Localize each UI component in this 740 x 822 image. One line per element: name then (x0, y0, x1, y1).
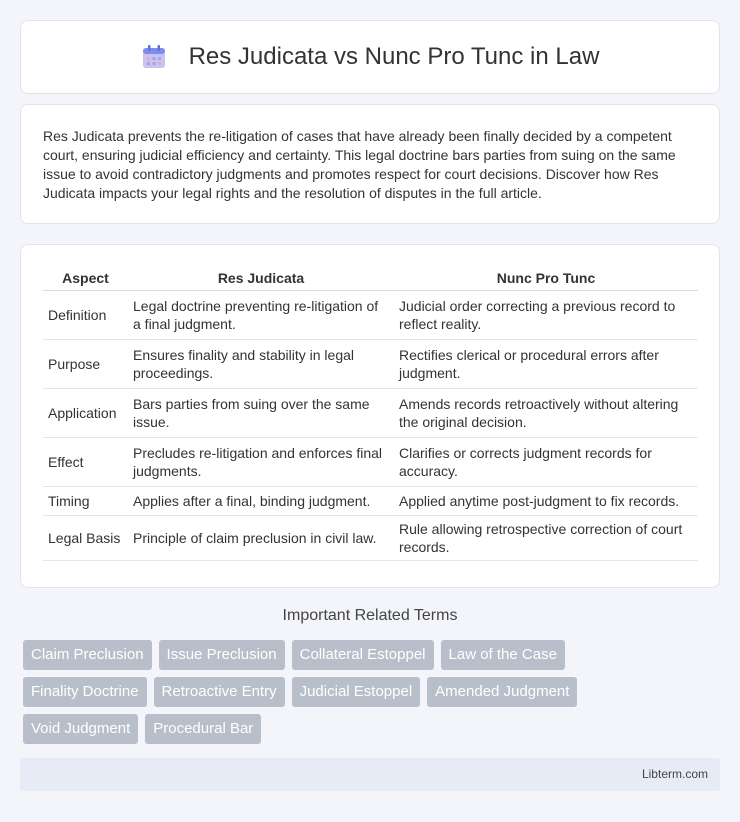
tag-row (23, 714, 723, 744)
nunc-pro-tunc-cell: Applied anytime post-judgment to fix records. (394, 487, 698, 516)
table-row (43, 340, 698, 389)
nunc-pro-tunc-cell: Rectifies clerical or procedural errors after judgment. (394, 340, 698, 389)
tag-finality-doctrine[interactable]: Finality Doctrine (23, 677, 147, 707)
header-aspect: Aspect (43, 265, 128, 291)
tag-law-of-the-case[interactable]: Law of the Case (441, 640, 565, 670)
table-row (43, 389, 698, 438)
aspect-cell: Application (43, 389, 128, 438)
title-card (20, 20, 720, 94)
tag-claim-preclusion[interactable]: Claim Preclusion (23, 640, 152, 670)
aspect-cell: Purpose (43, 340, 128, 389)
table-header-row (43, 265, 698, 291)
tag-void-judgment[interactable]: Void Judgment (23, 714, 138, 744)
table-row (43, 291, 698, 340)
tag-collateral-estoppel[interactable]: Collateral Estoppel (292, 640, 434, 670)
res-judicata-cell: Applies after a final, binding judgment. (128, 487, 394, 516)
table-row (43, 438, 698, 487)
nunc-pro-tunc-cell: Clarifies or corrects judgment records for accuracy. (394, 438, 698, 487)
res-judicata-cell: Bars parties from suing over the same issue. (128, 389, 394, 438)
res-judicata-cell: Principle of claim preclusion in civil law. (128, 516, 394, 561)
page-title: Res Judicata vs Nunc Pro Tunc in Law (188, 43, 600, 70)
tag-retroactive-entry[interactable]: Retroactive Entry (154, 677, 285, 707)
res-judicata-cell: Legal doctrine preventing re-litigation of a final judgment. (128, 291, 394, 340)
related-terms-list (23, 640, 723, 751)
aspect-cell: Timing (43, 487, 128, 516)
calendar-icon (141, 44, 167, 70)
header-nunc-pro-tunc: Nunc Pro Tunc (394, 265, 698, 291)
nunc-pro-tunc-cell: Rule allowing retrospective correction of court records. (394, 516, 698, 561)
nunc-pro-tunc-cell: Amends records retroactively without altering the original decision. (394, 389, 698, 438)
tag-row (23, 677, 723, 707)
aspect-cell: Definition (43, 291, 128, 340)
res-judicata-cell: Ensures finality and stability in legal proceedings. (128, 340, 394, 389)
footer (20, 758, 720, 791)
header-res-judicata: Res Judicata (128, 265, 394, 291)
table-row (43, 487, 698, 516)
footer-site-link[interactable]: Libterm.com (641, 767, 708, 781)
tag-amended-judgment[interactable]: Amended Judgment (427, 677, 577, 707)
comparison-card (20, 244, 720, 588)
aspect-cell: Effect (43, 438, 128, 487)
related-terms-heading: Important Related Terms (282, 607, 458, 624)
res-judicata-cell: Precludes re-litigation and enforces final judgments. (128, 438, 394, 487)
table-row (43, 516, 698, 561)
tag-issue-preclusion[interactable]: Issue Preclusion (159, 640, 285, 670)
nunc-pro-tunc-cell: Judicial order correcting a previous record to reflect reality. (394, 291, 698, 340)
aspect-cell: Legal Basis (43, 516, 128, 561)
tag-judicial-estoppel[interactable]: Judicial Estoppel (292, 677, 421, 707)
intro-card (20, 104, 720, 224)
intro-text: Res Judicata prevents the re-litigation of cases that have already been finally decided by a competent court, ensuring judicial efficiency and certainty. This legal doctrine bars parties from suing on the same issue to avoid contradictory judgments and promotes respect for court decisions. Discover how Res Judicata impacts your legal rights and the resolution of disputes in the full article. (43, 128, 676, 201)
tag-row (23, 640, 723, 670)
comparison-table (43, 265, 698, 561)
tag-procedural-bar[interactable]: Procedural Bar (145, 714, 261, 744)
